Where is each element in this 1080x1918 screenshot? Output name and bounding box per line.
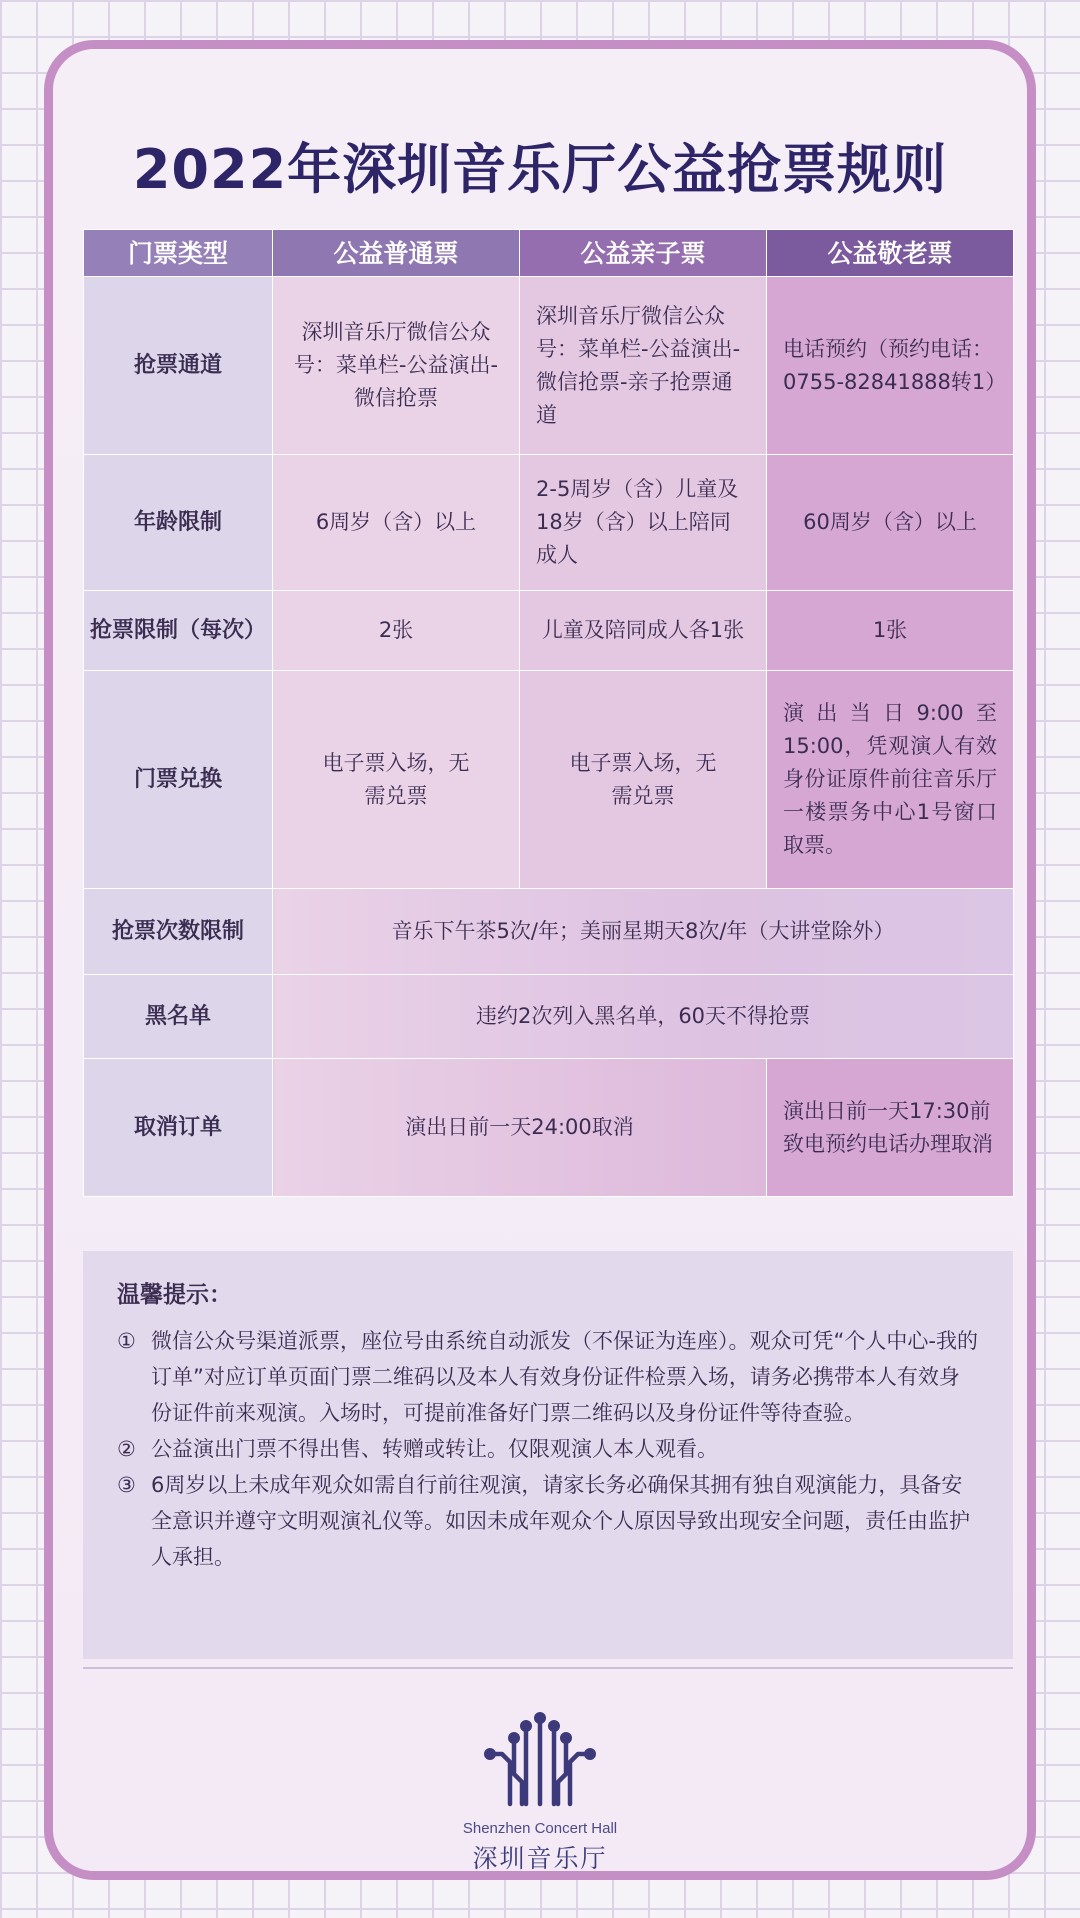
row-label-blacklist: 黑名单 [84, 975, 273, 1059]
logo-chinese-name: 深圳音乐厅 [472, 1844, 608, 1873]
tip-text: 6周岁以上未成年观众如需自行前往观演，请家长务必确保其拥有独自观演能力，具备安全意识并遵守文明观演礼仪等。如因未成年观众个人原因导致出现安全问题，责任由监护人承担。 [151, 1473, 970, 1569]
table-row [84, 591, 1014, 671]
rules-table [83, 229, 1014, 1197]
table-row [84, 277, 1014, 455]
tip-text: 微信公众号渠道派票，座位号由系统自动派发（不保证为连座）。观众可凭“个人中心-我的订单”对应订单页面门票二维码以及本人有效身份证件检票入场，请务必携带本人有效身份证件前来观演。入场时，可提前准备好门票二维码以及身份证件等待查验。 [151, 1329, 978, 1425]
tips-box [83, 1251, 1013, 1659]
logo-english-name: Shenzhen Concert Hall [462, 1820, 618, 1837]
row-label-count: 抢票次数限制 [84, 889, 273, 975]
row-label-cancel: 取消订单 [84, 1059, 273, 1197]
header-senior-ticket: 公益敬老票 [767, 230, 1014, 277]
cell-exchange-regular: 电子票入场，无需兑票 [273, 671, 520, 889]
header-ticket-type: 门票类型 [84, 230, 273, 277]
cell-channel-regular: 深圳音乐厅微信公众号：菜单栏-公益演出-微信抢票 [273, 277, 520, 455]
table-row [84, 455, 1014, 591]
tip-item [117, 1467, 979, 1575]
tips-title: 温馨提示： [117, 1282, 232, 1308]
cell-limit-family: 儿童及陪同成人各1张 [520, 591, 767, 671]
cell-cancel-regular-family: 演出日前一天24:00取消 [273, 1059, 767, 1197]
page-title: 2022年深圳音乐厅公益抢票规则 [132, 138, 948, 201]
concert-hall-logo-icon [480, 1704, 600, 1814]
cell-exchange-family: 电子票入场，无需兑票 [520, 671, 767, 889]
tip-text: 公益演出门票不得出售、转赠或转让。仅限观演人本人观看。 [151, 1437, 718, 1461]
tip-item [117, 1323, 979, 1431]
row-label-exchange: 门票兑换 [84, 671, 273, 889]
rules-card [44, 40, 1036, 1880]
cell-blacklist-value: 违约2次列入黑名单，60天不得抢票 [273, 975, 1014, 1059]
cell-channel-family: 深圳音乐厅微信公众号：菜单栏-公益演出-微信抢票-亲子抢票通道 [520, 277, 767, 455]
cell-count-value: 音乐下午茶5次/年；美丽星期天8次/年（大讲堂除外） [273, 889, 1014, 975]
row-label-channel: 抢票通道 [84, 277, 273, 455]
cell-limit-senior: 1张 [767, 591, 1014, 671]
header-regular-ticket: 公益普通票 [273, 230, 520, 277]
cell-channel-senior: 电话预约（预约电话：0755-82841888转1） [767, 277, 1014, 455]
divider [83, 1667, 1013, 1669]
row-label-age: 年龄限制 [84, 455, 273, 591]
tip-number: ① [117, 1329, 136, 1353]
table-header-row [84, 230, 1014, 277]
cell-exchange-senior: 演出当日9:00至15:00，凭观演人有效身份证原件前往音乐厅一楼票务中心1号窗口取票。 [767, 671, 1014, 889]
logo [53, 1704, 1027, 1875]
cell-age-regular: 6周岁（含）以上 [273, 455, 520, 591]
row-label-limit: 抢票限制（每次） [84, 591, 273, 671]
table-row [84, 1059, 1014, 1197]
cell-cancel-senior: 演出日前一天17:30前致电预约电话办理取消 [767, 1059, 1014, 1197]
cell-limit-regular: 2张 [273, 591, 520, 671]
header-family-ticket: 公益亲子票 [520, 230, 767, 277]
cell-age-family: 2-5周岁（含）儿童及18岁（含）以上陪同成人 [520, 455, 767, 591]
tip-item [117, 1431, 979, 1467]
cell-age-senior: 60周岁（含）以上 [767, 455, 1014, 591]
tip-number: ③ [117, 1473, 136, 1497]
table-row [84, 671, 1014, 889]
table-row [84, 975, 1014, 1059]
tip-number: ② [117, 1437, 136, 1461]
table-row [84, 889, 1014, 975]
